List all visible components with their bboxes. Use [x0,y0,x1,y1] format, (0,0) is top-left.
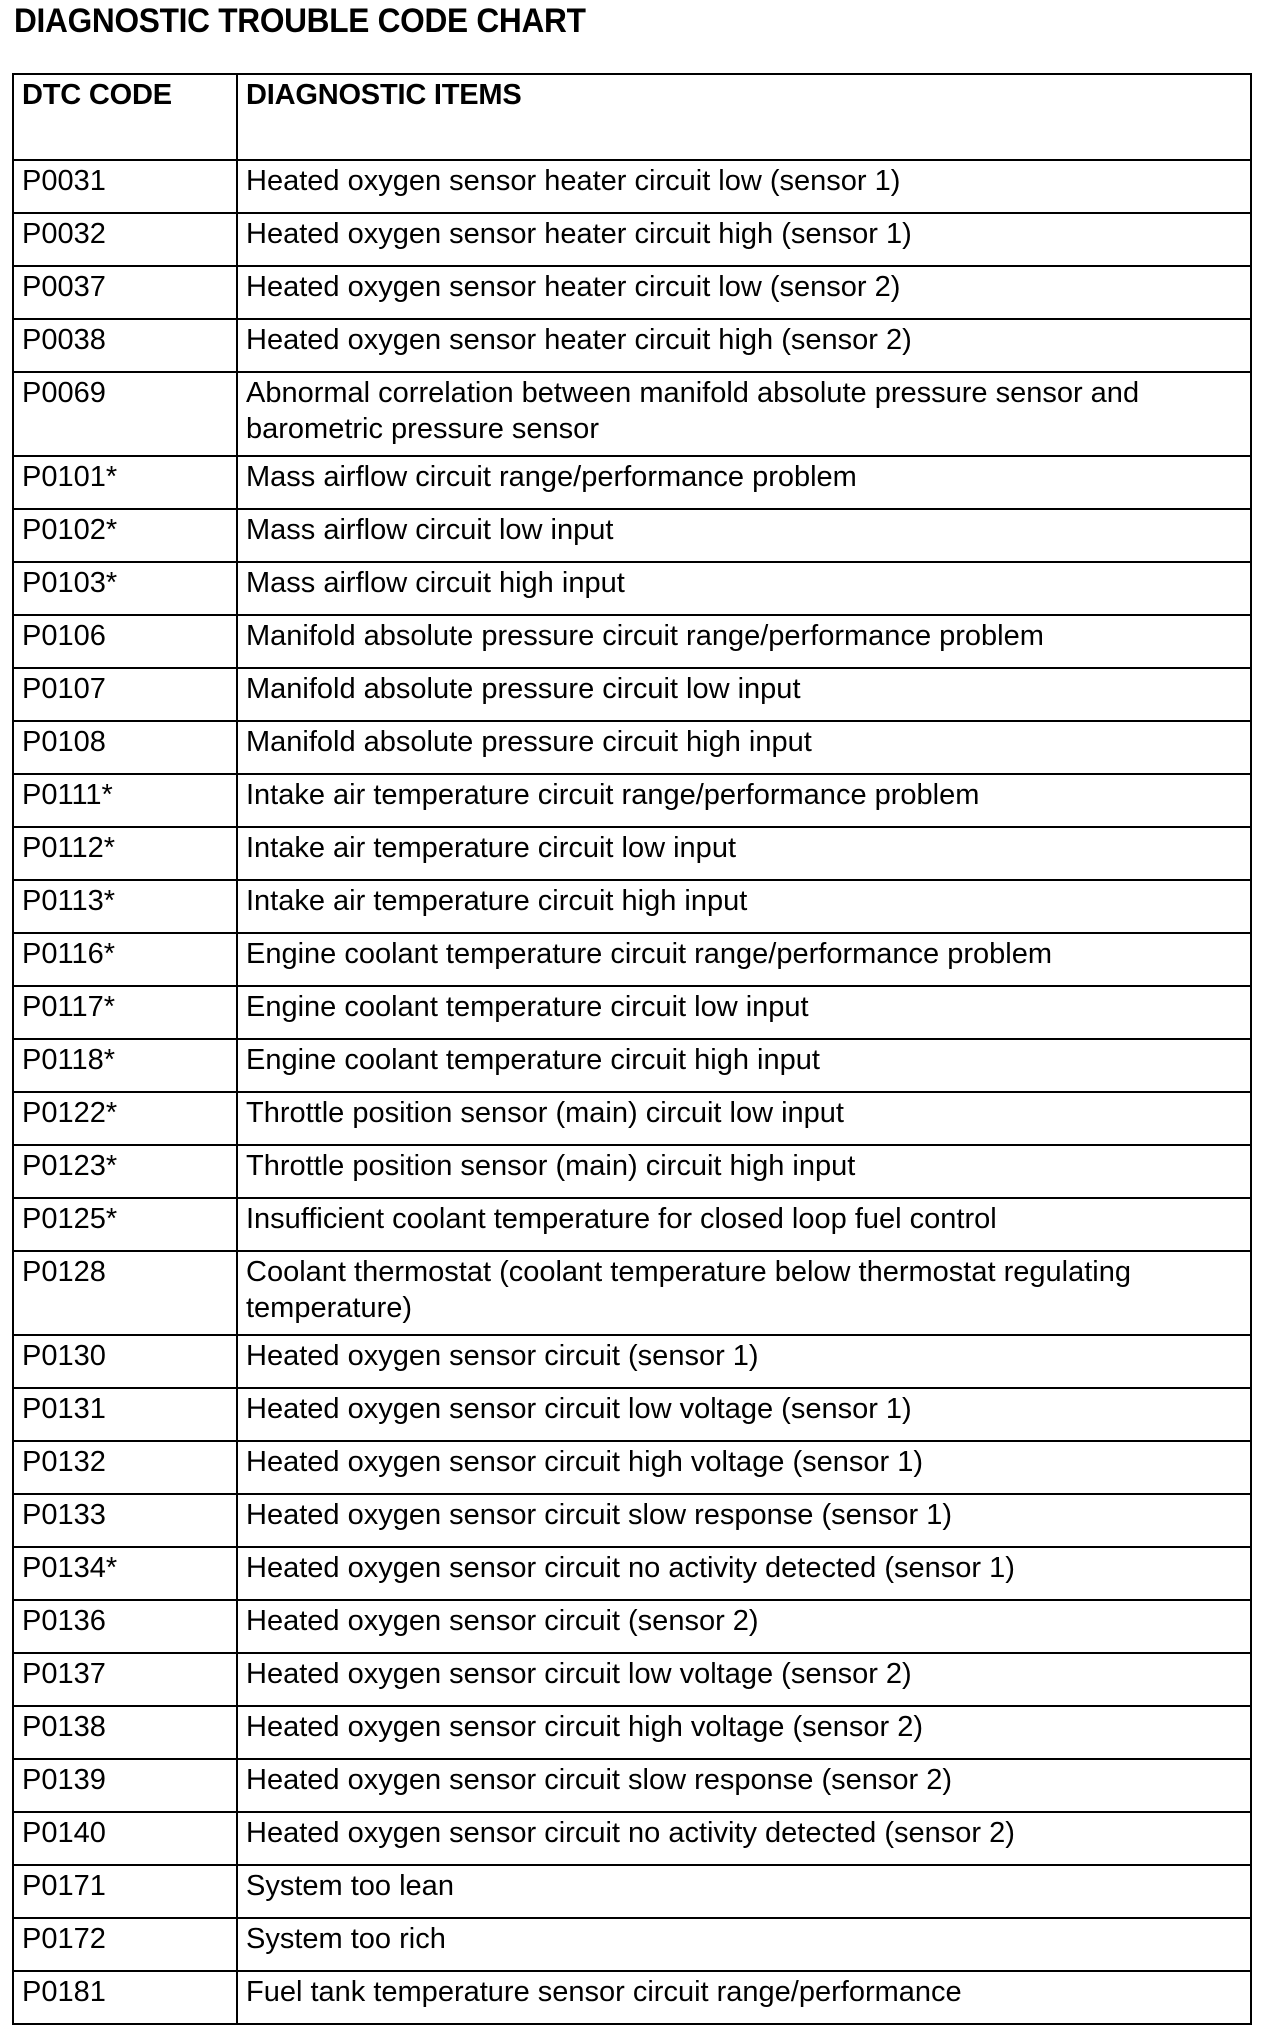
table-row [13,615,1251,668]
table-row [13,1759,1251,1812]
table-row [13,372,1251,456]
table-row [13,986,1251,1039]
diagnostic-item-cell: Throttle position sensor (main) circuit high input [237,1145,1251,1198]
table-row [13,774,1251,827]
dtc-code-cell: P0116* [13,933,237,986]
diagnostic-item-cell: Manifold absolute pressure circuit range/performance problem [237,615,1251,668]
diagnostic-item-cell: System too lean [237,1865,1251,1918]
table-row [13,319,1251,372]
table-row [13,668,1251,721]
diagnostic-item-cell: Intake air temperature circuit low input [237,827,1251,880]
table-row [13,721,1251,774]
table-row [13,1145,1251,1198]
table-row [13,1494,1251,1547]
diagnostic-item-cell: Insufficient coolant temperature for closed loop fuel control [237,1198,1251,1251]
table-row [13,1918,1251,1971]
diagnostic-item-cell: Heated oxygen sensor circuit high voltage (sensor 2) [237,1706,1251,1759]
dtc-code-cell: P0106 [13,615,237,668]
dtc-code-cell: P0038 [13,319,237,372]
dtc-code-cell: P0130 [13,1335,237,1388]
diagnostic-item-cell: Heated oxygen sensor circuit slow response (sensor 2) [237,1759,1251,1812]
table-row [13,509,1251,562]
table-row [13,1335,1251,1388]
table-row [13,1092,1251,1145]
diagnostic-item-cell: Mass airflow circuit range/performance problem [237,456,1251,509]
dtc-code-cell: P0181 [13,1971,237,2024]
dtc-code-cell: P0069 [13,372,237,456]
dtc-code-cell: P0133 [13,1494,237,1547]
table-row [13,562,1251,615]
dtc-code-cell: P0037 [13,266,237,319]
table-row [13,1039,1251,1092]
dtc-code-cell: P0134* [13,1547,237,1600]
dtc-code-cell: P0137 [13,1653,237,1706]
table-row [13,213,1251,266]
dtc-code-cell: P0136 [13,1600,237,1653]
dtc-code-cell: P0112* [13,827,237,880]
diagnostic-item-cell: Manifold absolute pressure circuit low input [237,668,1251,721]
diagnostic-item-cell: Heated oxygen sensor circuit (sensor 1) [237,1335,1251,1388]
table-row [13,1706,1251,1759]
table-row [13,1441,1251,1494]
dtc-code-cell: P0103* [13,562,237,615]
dtc-code-cell: P0113* [13,880,237,933]
column-header-diagnostic-items: DIAGNOSTIC ITEMS [237,74,1251,160]
dtc-code-cell: P0108 [13,721,237,774]
dtc-code-cell: P0123* [13,1145,237,1198]
diagnostic-item-cell: Intake air temperature circuit range/performance problem [237,774,1251,827]
diagnostic-item-cell: Throttle position sensor (main) circuit low input [237,1092,1251,1145]
table-row [13,160,1251,213]
table-body [13,160,1251,2024]
diagnostic-item-cell: Engine coolant temperature circuit low input [237,986,1251,1039]
diagnostic-item-cell: Manifold absolute pressure circuit high input [237,721,1251,774]
table-header-row [13,74,1251,160]
diagnostic-item-cell: Engine coolant temperature circuit high input [237,1039,1251,1092]
dtc-code-cell: P0107 [13,668,237,721]
dtc-code-cell: P0118* [13,1039,237,1092]
diagnostic-item-cell: Coolant thermostat (coolant temperature below thermostat regulating temperature) [237,1251,1251,1335]
dtc-code-cell: P0122* [13,1092,237,1145]
diagnostic-item-cell: Heated oxygen sensor circuit low voltage (sensor 2) [237,1653,1251,1706]
diagnostic-item-cell: Heated oxygen sensor heater circuit high (sensor 1) [237,213,1251,266]
table-row [13,1971,1251,2024]
table-row [13,933,1251,986]
column-header-dtc-code: DTC CODE [13,74,237,160]
diagnostic-item-cell: Heated oxygen sensor circuit high voltage (sensor 1) [237,1441,1251,1494]
diagnostic-item-cell: Engine coolant temperature circuit range/performance problem [237,933,1251,986]
diagnostic-item-cell: Heated oxygen sensor circuit low voltage (sensor 1) [237,1388,1251,1441]
table-row [13,827,1251,880]
dtc-code-cell: P0171 [13,1865,237,1918]
dtc-code-cell: P0125* [13,1198,237,1251]
diagnostic-item-cell: Heated oxygen sensor heater circuit low (sensor 1) [237,160,1251,213]
diagnostic-item-cell: Fuel tank temperature sensor circuit range/performance [237,1971,1251,2024]
dtc-code-cell: P0102* [13,509,237,562]
table-row [13,1198,1251,1251]
table-row [13,1547,1251,1600]
diagnostic-item-cell: Heated oxygen sensor circuit (sensor 2) [237,1600,1251,1653]
table-row [13,456,1251,509]
dtc-code-cell: P0138 [13,1706,237,1759]
diagnostic-item-cell: System too rich [237,1918,1251,1971]
diagnostic-item-cell: Heated oxygen sensor heater circuit high (sensor 2) [237,319,1251,372]
diagnostic-item-cell: Intake air temperature circuit high input [237,880,1251,933]
dtc-code-cell: P0131 [13,1388,237,1441]
dtc-code-cell: P0032 [13,213,237,266]
diagnostic-item-cell: Heated oxygen sensor circuit slow response (sensor 1) [237,1494,1251,1547]
dtc-code-cell: P0172 [13,1918,237,1971]
diagnostic-item-cell: Mass airflow circuit low input [237,509,1251,562]
dtc-code-cell: P0128 [13,1251,237,1335]
dtc-code-cell: P0101* [13,456,237,509]
diagnostic-item-cell: Abnormal correlation between manifold absolute pressure sensor and barometric pressure sensor [237,372,1251,456]
table-row [13,1865,1251,1918]
table-row [13,266,1251,319]
dtc-code-cell: P0111* [13,774,237,827]
table-row [13,880,1251,933]
dtc-table [12,73,1252,2025]
table-row [13,1653,1251,1706]
dtc-code-cell: P0140 [13,1812,237,1865]
dtc-code-cell: P0031 [13,160,237,213]
page-title: DIAGNOSTIC TROUBLE CODE CHART [14,2,586,40]
table-row [13,1600,1251,1653]
diagnostic-item-cell: Heated oxygen sensor circuit no activity detected (sensor 2) [237,1812,1251,1865]
table-row [13,1388,1251,1441]
dtc-code-cell: P0117* [13,986,237,1039]
table-row [13,1812,1251,1865]
diagnostic-item-cell: Mass airflow circuit high input [237,562,1251,615]
table-row [13,1251,1251,1335]
diagnostic-item-cell: Heated oxygen sensor heater circuit low (sensor 2) [237,266,1251,319]
diagnostic-item-cell: Heated oxygen sensor circuit no activity detected (sensor 1) [237,1547,1251,1600]
dtc-code-cell: P0139 [13,1759,237,1812]
dtc-code-cell: P0132 [13,1441,237,1494]
